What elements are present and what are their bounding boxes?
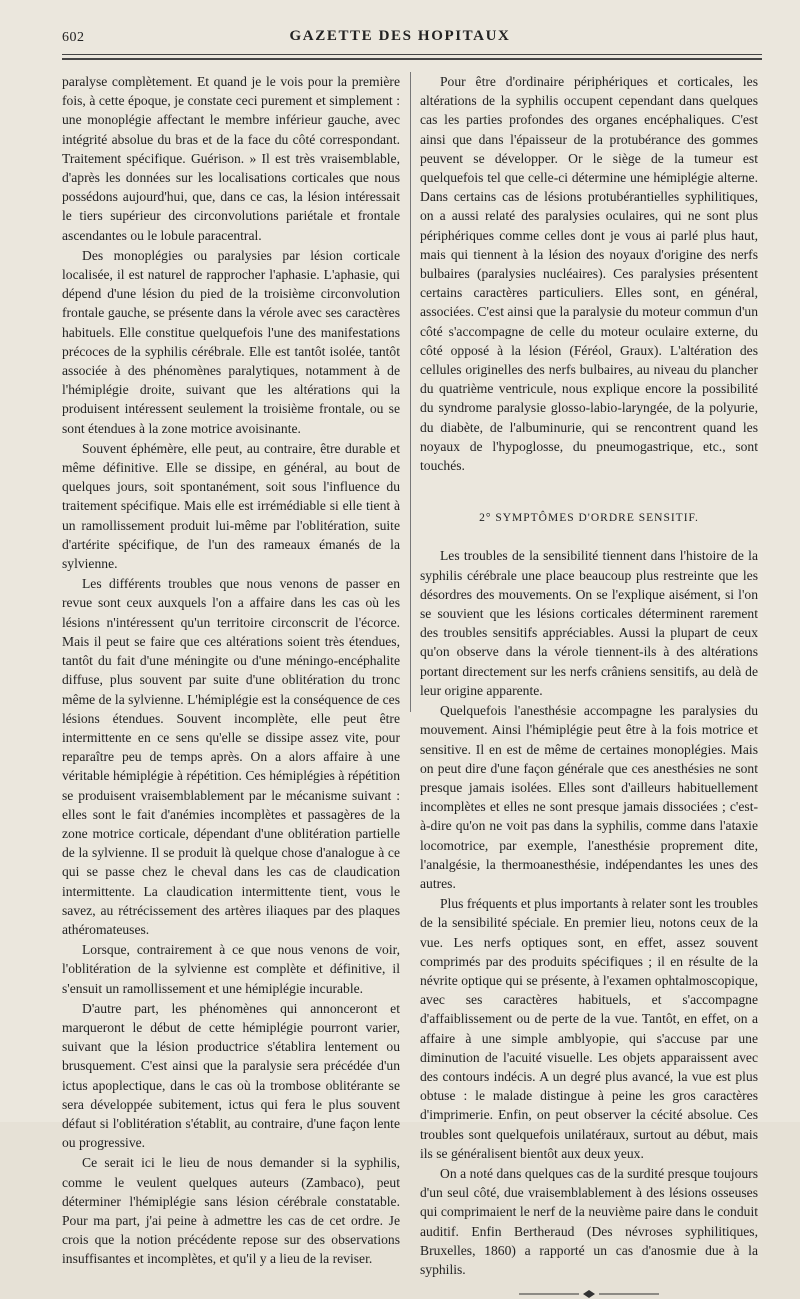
paragraph: Quelquefois l'anesthésie accompagne les paralysies du mouvement. Ainsi l'hémiplégie peut être à la fois motrice et sensitive. Il en est de même de certaines monoplégies. Mais on peut dire d'une façon générale que ces anesthésies ne sont presque jamais isolées. Elles sont d'ailleurs habituellement incomplètes et elles ne sont presque jamais dissociées ; c'est-à-dire qu'on ne voit pas dans la syphilis, comme dans l'ataxie locomotrice, par exemple, l'anesthésie proprement dite, l'analgésie, la thermoanesthésie, indépendantes les unes des autres. [420,703,758,891]
page-number: 602 [62,30,85,45]
paragraph: Les différents troubles que nous venons de passer en revue sont ceux auxquels l'on a affaire dans les cas où les lésions n'intéressent qu'un territoire circonscrit de l'écorce. Mais il peut se faire que ces altérations soient très étendues, tantôt du fait d'une méningite ou d'une méningo-encéphalite diffuse, plus souvent par suite d'une oblitération du tronc même de la sylvienne. L'hémiplégie est la conséquence de ces lésions étendues. Souvent incomplète, elle peut être intermittente en ce sens qu'elle se dissipe assez vite, pour reparaître peu de temps après. On a alors affaire à une véritable hémiplégie à répétition. Ces hémiplégies à répétition se produisent vraisemblablement par le mécanisme suivant : elles sont le fait d'anémies incomplètes et passagères de la zone motrice corticale, dépendant d'une oblitération partielle de la sylvienne. Il se produit là quelque chose d'analogue à ce qui se passe chez le cheval dans les cas de claudication intermittente. La claudication intermittente tient, vous le savez, au rétrécissement des artères iliaques par des plaques athéromateuses. [62,576,400,937]
paragraph: Ce serait ici le lieu de nous demander si la syphilis, comme le veulent quelques auteurs (Zambaco), peut déterminer l'hémiplégie sans lésion cérébrale constatable. Pour ma part, j'ai peine à admettre les cas de cet ordre. Je crois que la notion précédente repose sur des observations insuffisantes et incomplètes, et qu'il y a lieu de la reviser. [62,1155,400,1267]
end-ornament-icon [519,1289,659,1299]
text-columns [62,72,762,1277]
header-rule-thin [62,54,762,55]
paragraph: paralyse complètement. Et quand je le vois pour la première fois, à cette époque, je constate ceci purement et simplement : une monoplégie affectant le membre inférieur gauche, avec intégrité absolue du bras et de la face du côté correspondant. Traitement spécifique. Guérison. » Il est très vraisemblable, d'après les données sur les localisations corticales que nous possédons aujourd'hui, que, dans ce cas, la lésion intéressait le tiers supérieur des circonvolutions pariétale et frontale ascendantes ou le lobule paracentral. [62,74,400,243]
header-rule-thick [62,58,762,60]
right-column [420,72,758,1299]
paragraph: Des monoplégies ou paralysies par lésion corticale localisée, il est naturel de rapprocher l'aphasie. L'aphasie, qui dépend d'une lésion du pied de la troisième circonvolution frontale gauche, se présente dans la vérole avec ses caractères habituels. Elle constitue quelquefois l'une des manifestations précoces de la syphilis cérébrale. Elle est tantôt isolée, tantôt associée à des phénomènes paralytiques, notamment à de l'hémiplégie droite, suivant que les altérations qui la produisent intéressent seulement la troisième frontale, ou se sont étendues à la zone motrice avoisinante. [62,247,400,436]
paragraph: Plus fréquents et plus importants à relater sont les troubles de la sensibilité spéciale. En premier lieu, notons ceux de la vue. Les nerfs optiques sont, en effet, assez souvent comprimés par des produits spécifiques ; il en résulte de la névrite optique qui se présente, à l'examen ophtalmoscopique, avec ses caractères habituels, et s'accompagne d'affaiblissement ou de perte de la vue. Tantôt, en effet, on a affaire à une simple amblyopie, qui s'accuse par une diminution de l'acuité visuelle. Les objets apparaissent avec des contours indécis. A un degré plus avancé, la vue est plus obtuse : le malade distingue à peine les gros caractères d'imprimerie. Enfin, on peut observer la cécité absolue. Ces troubles sont quelquefois unilatéraux, surtout au début, mais ils se généralisent bientôt aux deux yeux. [420,896,758,1161]
column-divider [410,72,411,712]
paragraph: Les troubles de la sensibilité tiennent dans l'histoire de la syphilis cérébrale une place beaucoup plus restreinte que les désordres des mouvements. On se l'explique aisément, si l'on se souvient que les lésions corticales déterminent rarement des troubles sensitifs appréciables. Aussi la plupart de ceux qu'on observe dans la vérole tiennent-ils à des altérations portant directement sur les nerfs crâniens sensitifs, au delà de leur origine apparente. [420,548,758,698]
section-title: 2° SYMPTÔMES D'ORDRE SENSITIF. [479,512,699,525]
paragraph: Pour être d'ordinaire périphériques et corticales, les altérations de la syphilis occupent cependant dans quelques cas les parties profondes des organes encéphaliques. C'est ainsi que dans l'épaisseur de la protubérance des gommes peuvent se développer. Or le siège de la tumeur est quelquefois tel que celle-ci détermine une hémiplégie alterne. Dans certains cas de lésions protubérantielles syphilitiques, on a aussi relaté des paralysies oculaires, qui ne sont plus périphériques comme celles dont je vous ai parlé plus haut, mais qui tiennent à la lésion des noyaux d'origine des nerfs bulbaires (paralysies nucléaires). Ces paralysies présentent certains caractères particuliers. Elles sont, en général, associées. C'est ainsi que la paralysie du moteur commun d'un côté s'accompagne de celle du moteur oculaire externe, du côté opposé à la lésion (Féréol, Graux). L'altération des cellules originelles des nerfs bulbaires, au niveau du plancher du quatrième ventricule, nous explique encore la possibilité du syndrome paralysie glosso-labio-laryngée, de la polyurie, du diabète, de l'albuminurie, qui se rencontrent quand les noyaux de l'hypoglosse, du pneumogastrique, etc., sont touchés. [420,74,758,474]
left-column [62,72,400,1269]
paragraph: D'autre part, les phénomènes qui annonceront et marqueront le début de cette hémiplégie pourront varier, suivant que la lésion productrice s'établira lentement ou brusquement. C'est ainsi que la paralysie sera précédée d'un ictus apoplectique, dans le cas où la trombose oblitérante se sera développée subitement, ictus qui fera le plus souvent défaut si l'oblitération s'établit, au contraire, d'une façon lente ou progressive. [62,1000,400,1151]
page-header [0,26,800,54]
journal-title: GAZETTE DES HOPITAUX [289,28,511,44]
paragraph: Lorsque, contrairement à ce que nous venons de voir, l'oblitération de la sylvienne est complète et définitive, il s'ensuit un ramollissement et une hémiplégie incurable. [62,942,400,996]
paragraph: Souvent éphémère, elle peut, au contraire, être durable et même définitive. Elle se dissipe, en général, au bout de quelques jours, soit spontanément, soit sous l'influence du traitement spécifique. Mais elle est irrémédiable si elle tient à un ramollissement produit lui-même par l'oblitération, suite d'artérite spécifique, de l'un des rameaux émanés de la sylvienne. [62,440,400,572]
paragraph: On a noté dans quelques cas de la surdité presque toujours d'un seul côté, due vraisemblablement à des lésions osseuses qui comprimaient le nerf de la neuvième paire dans le conduit auditif. Enfin Bertheraud (Des névroses syphilitiques, Bruxelles, 1860) a rapporté un cas d'anosmie due à la syphilis. [420,1165,758,1277]
